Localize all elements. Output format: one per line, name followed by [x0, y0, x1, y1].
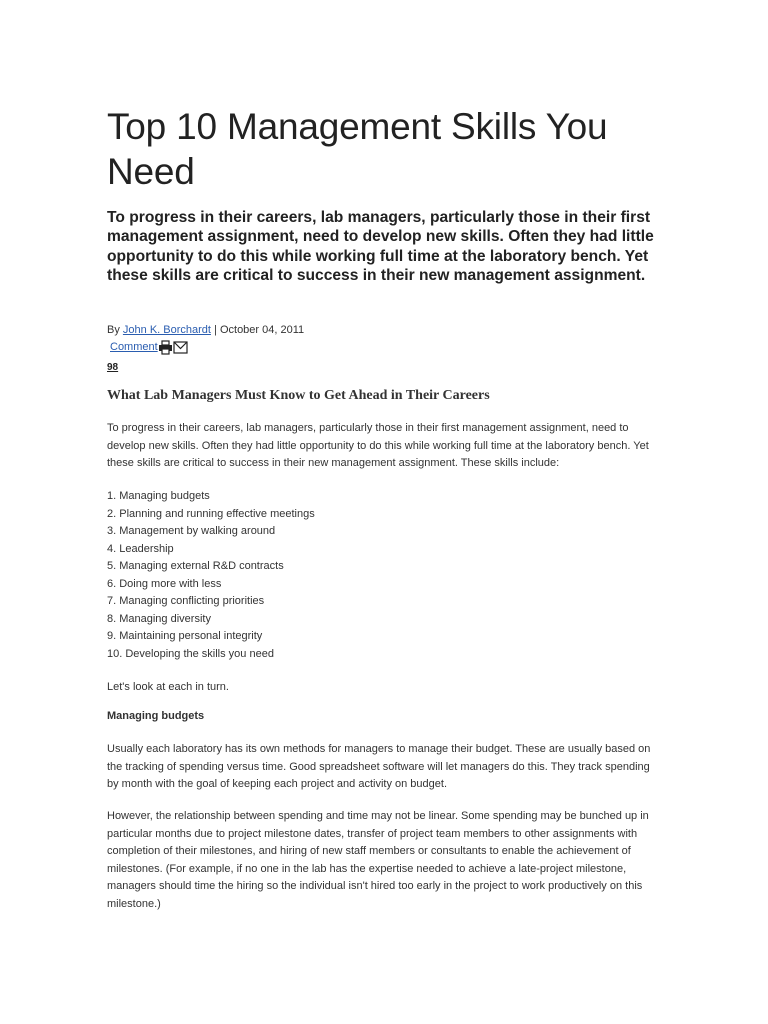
article-actions [110, 338, 188, 356]
list-item: 4. Leadership [107, 542, 174, 555]
printer-icon[interactable] [158, 340, 173, 355]
comment-link[interactable]: Comment [110, 341, 158, 353]
article-subhead: What Lab Managers Must Know to Get Ahead in Their Careers [107, 388, 490, 403]
author-link[interactable]: John K. Borchardt [122, 324, 211, 336]
publish-date: October 04, 2011 [219, 324, 305, 336]
transition-sentence: Let's look at each in turn. [107, 681, 229, 693]
byline [107, 323, 304, 337]
list-item: 8. Managing diversity [107, 612, 211, 625]
article-title: Top 10 Management Skills You Need [107, 106, 608, 192]
skills-list [107, 488, 315, 663]
list-item: 6. Doing more with less [107, 577, 222, 590]
paragraph-budget-methods: Usually each laboratory has its own methods for managers to manage their budget. These are usually based on the tracking of spending versus time. Good spreadsheet software will let managers do this. They track spending by month with the goal of keeping each project and activity on budget. [107, 743, 651, 791]
article-lede: To progress in their careers, lab managers, particularly those in their first management assignment, need to develop new skills. Often they had little opportunity to do this while working full time at the laboratory bench. Yet these skills are critical to success in their new management assignment. [107, 209, 654, 285]
list-item: 1. Managing budgets [107, 490, 210, 502]
comment-count[interactable]: 98 [107, 362, 119, 373]
list-item: 7. Managing conflicting priorities [107, 595, 265, 607]
list-item: 3. Management by walking around [107, 525, 276, 537]
byline-separator: | [210, 324, 220, 336]
section-heading: Managing budgets [107, 710, 205, 722]
list-item: 2. Planning and running effective meetings [107, 507, 315, 520]
paragraph-spending-time: However, the relationship between spending and time may not be linear. Some spending may be bunched up in particular months due to project milestone dates, transfer of project team members to other assignments with completion of their milestones, and hiring of new staff members or consultants to enable the achievement of milestones. (For example, if no one in the lab has the expertise needed to achieve a late-project milestone, managers should time the hiring so the individual isn't hired too early in the project to work productively on this milestone.) [107, 810, 649, 910]
byline-prefix: By [107, 324, 123, 336]
list-item: 5. Managing external R&D contracts [107, 560, 284, 572]
intro-paragraph: To progress in their careers, lab managers, particularly those in their first management assignment, need to develop new skills. Often they had little opportunity to do this while working full time at the laboratory bench. Yet these skills are critical to success in their new management assignment. These skills include: [107, 422, 649, 470]
envelope-icon[interactable] [173, 340, 188, 355]
list-item: 10. Developing the skills you need [107, 647, 274, 660]
list-item: 9. Maintaining personal integrity [107, 630, 263, 642]
